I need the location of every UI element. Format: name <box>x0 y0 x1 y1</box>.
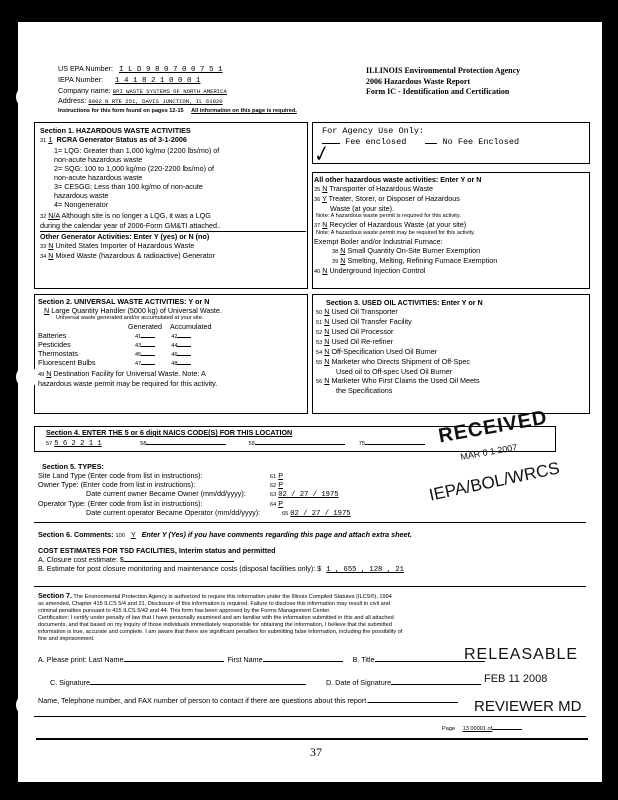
lqh-value[interactable]: N <box>44 306 50 315</box>
uw-blank[interactable] <box>177 355 191 356</box>
field-39: 39 <box>332 259 339 265</box>
field-62-value[interactable]: P <box>278 480 284 489</box>
field-37-value[interactable]: N <box>322 220 328 229</box>
uw-field: 42 <box>171 334 178 340</box>
used-oil-item <box>316 337 483 347</box>
section1-title: Section 1. HAZARDOUS WASTE ACTIVITIES <box>40 126 191 135</box>
op-date-value[interactable]: 02 / 27 / 1975 <box>290 510 351 518</box>
field-37: 37 <box>314 223 321 229</box>
uw-field: 43 <box>135 343 142 349</box>
print-name-row <box>38 655 485 664</box>
sqg-option-cont: non-acute hazardous waste <box>54 173 143 182</box>
uo-value[interactable]: N <box>324 357 330 366</box>
check-mark-icon: ✓ <box>308 141 333 169</box>
field-36-value[interactable]: Y <box>322 194 327 203</box>
field-57: 57 <box>46 441 53 447</box>
postclosure-value[interactable]: 1 , 655 , 128 , 21 <box>326 566 404 574</box>
field-32-value[interactable]: N/A <box>48 211 60 220</box>
field-39-value[interactable]: N <box>340 256 346 265</box>
field-33: 33 <box>40 244 47 250</box>
uo-label: Used Oil Processor <box>331 327 394 336</box>
form-page <box>18 22 602 782</box>
section1 <box>40 126 306 261</box>
punch-hole-top <box>16 86 38 108</box>
item56-label: Marketer Who First Claims the Used Oil Meets <box>331 376 480 385</box>
field-65: 65 <box>282 511 289 517</box>
lqh-label: Large Quantity Handler (5000 kg) of Universal Waste. <box>51 306 222 315</box>
uo-field: 50 <box>316 310 323 316</box>
small-burner-label: Small Quantity On-Site Burner Exemption <box>347 246 481 255</box>
company-name: BPI WASTE SYSTEMS OF NORTH AMERICA <box>112 88 227 95</box>
underground-label: Underground Injection Control <box>329 266 426 275</box>
uw-field: 45 <box>135 352 142 358</box>
section7-text2: as amended, Chapter 415 ILCS 5/4 and 21. Disclosure of this information is required. Failure to disclose this information may result in civil and <box>38 601 390 607</box>
tsd-label-cont: Waste (at your site). <box>330 204 395 213</box>
uo-label: Used Oil Re-refiner <box>331 337 393 346</box>
uo-label: Used Oil Transfer Facility <box>331 317 412 326</box>
owner-date-row <box>86 489 339 499</box>
nongen-option: 4= Nongenerator <box>54 200 109 209</box>
signature-label: C. Signature <box>50 678 90 687</box>
uo-label: Off-Specification Used Oil Burner <box>331 347 438 356</box>
lqg-option-cont: non-acute hazardous waste <box>54 155 143 164</box>
field-40-value[interactable]: N <box>322 266 328 275</box>
field-49-value[interactable]: N <box>46 369 52 378</box>
field-56-value[interactable]: N <box>324 376 330 385</box>
contact-field[interactable] <box>368 702 458 703</box>
section4 <box>46 428 425 449</box>
used-oil-item <box>316 357 483 367</box>
field-38-value[interactable]: N <box>340 246 346 255</box>
op-type-label: Operator Type: (Enter code from list in instructions): <box>38 499 203 508</box>
other-gen-title: Other Generator Activities: Enter Y (yes) or N (no) <box>40 231 306 241</box>
first-name-label: First Name <box>227 655 263 664</box>
section7-text6: information is true, accurate and complete. I am aware that there are significant penalties for submitting false information, including the possibility of <box>38 629 403 635</box>
releasable-stamp: RELEASABLE <box>464 646 579 663</box>
op-type-row <box>38 499 284 508</box>
company-label: Company name: <box>58 86 111 95</box>
uo-label-cont: Used oil to Off-spec Used Oil Burner <box>336 367 453 376</box>
section6 <box>38 530 412 575</box>
address: 8902 N RTE 251, DAVIS JUNCTION, IL 61020 <box>88 98 223 105</box>
title-label: B. Title <box>352 655 375 664</box>
used-oil-item <box>316 347 483 357</box>
importer-label: United States Importer of Hazardous Waste <box>55 241 195 250</box>
header-right <box>366 66 520 98</box>
uo-field: 55 <box>316 360 323 366</box>
section7-text5: documents, and that based on my inquiry of those individuals immediately responsible for obtaining the information, I believe that the submitted <box>38 622 392 628</box>
uo-value[interactable]: N <box>324 317 330 326</box>
uw-blank[interactable] <box>141 355 155 356</box>
field-60: 75 <box>358 441 365 447</box>
section7-title: Section 7. <box>38 591 72 600</box>
first-name-field[interactable] <box>263 661 343 662</box>
section7-text7: fine and imprisonment. <box>38 636 95 642</box>
page-value: 13 00001 of <box>462 726 493 732</box>
field-63: 63 <box>270 492 277 498</box>
uw-row-label: Pesticides <box>38 340 71 349</box>
punch-hole-middle <box>16 366 38 388</box>
all-info-text: All information on this page is required. <box>191 108 297 114</box>
received-date-stamp: MAR 0 1 2007 <box>459 442 518 462</box>
uo-value[interactable]: N <box>324 337 330 346</box>
naics-code[interactable]: 5 6 2 2 1 1 <box>54 440 102 448</box>
received-stamp: RECEIVED <box>436 406 550 448</box>
field-59: 59 <box>248 441 255 447</box>
agency-use <box>322 126 519 148</box>
uo-field: 54 <box>316 350 323 356</box>
field-61-value[interactable]: P <box>278 471 284 480</box>
header-left <box>58 64 227 106</box>
field-34: 34 <box>40 254 47 260</box>
uo-field: 51 <box>316 320 323 326</box>
uo-value[interactable]: N <box>324 347 330 356</box>
instructions-text: Instructions for this form found on pages 12-15 <box>58 108 184 114</box>
section5-title: Section 5. TYPES: <box>42 462 104 471</box>
destination-label: Destination Facility for Universal Waste. Note: A <box>53 369 206 378</box>
other-activities <box>314 175 497 276</box>
field-62: 62 <box>270 483 277 489</box>
uo-value[interactable]: N <box>324 327 330 336</box>
tsd-label: Treater, Storer, or Disposer of Hazardous <box>328 194 460 203</box>
uo-field: 53 <box>316 340 323 346</box>
uo-label: Used Oil Transporter <box>331 307 398 316</box>
section7-text3: criminal penalties pursuant to 415 ILCS 5/42 and 44. This form has been approved by the Forms Management Center. <box>38 608 331 614</box>
section3 <box>316 298 483 395</box>
col-accumulated: Accumulated <box>169 322 212 331</box>
mixed-waste-label: Mixed Waste (hazardous & radioactive) Generator <box>55 251 215 260</box>
sqg-option: 2= SQG: 100 to 1,000 kg/mo (220-2200 lbs/mo) of <box>54 164 215 173</box>
agency-use-title: For Agency Use Only: <box>322 126 425 136</box>
closure-value[interactable] <box>124 561 234 562</box>
field-100: 100 <box>115 533 125 539</box>
uw-field: 44 <box>171 343 178 349</box>
section7-rule <box>34 586 586 587</box>
uw-field: 41 <box>135 334 142 340</box>
uw-field: 47 <box>135 361 142 367</box>
field-32: 32 <box>40 214 47 220</box>
uo-label: Marketer who Directs Shipment of Off-Spec <box>331 357 470 366</box>
uw-row-label: Thermostats <box>38 349 78 358</box>
uw-row-label: Batteries <box>38 331 67 340</box>
no-fee-blank[interactable] <box>425 143 437 144</box>
page-label: Page <box>442 726 456 732</box>
field-31-value[interactable]: 1 <box>48 137 53 145</box>
transporter-label: Transporter of Hazardous Waste <box>329 184 434 193</box>
uw-field: 46 <box>171 352 178 358</box>
rcra-status-label: RCRA Generator Status as of 3-1-2006 <box>56 135 187 144</box>
field-31: 31 <box>40 138 47 144</box>
section6-title: Section 6. Comments: <box>38 530 114 539</box>
section3-title: Section 3. USED OIL ACTIVITIES: Enter Y or N <box>326 298 483 307</box>
used-oil-item <box>316 307 483 317</box>
uo-value[interactable]: N <box>324 307 330 316</box>
feb-date-stamp: FEB 11 2008 <box>484 673 548 685</box>
address-label: Address: <box>58 96 87 105</box>
section7 <box>38 592 586 643</box>
uw-note: Universal waste generated and/or accumulated at your site. <box>56 315 204 321</box>
used-oil-item <box>316 327 483 337</box>
field-40: 40 <box>314 269 321 275</box>
field-100-value[interactable]: Y <box>130 530 136 539</box>
smelting-label: Smelting, Melting, Refining Furnace Exemption <box>347 256 498 265</box>
field-35: 35 <box>314 187 321 193</box>
epa-number: I L D 9 8 0 7 0 0 7 5 1 <box>119 66 223 74</box>
report-name: 2006 Hazardous Waste Report <box>366 76 471 86</box>
recycler-note: Note: A hazardous waste permit may be required for this activity. <box>316 230 476 236</box>
uw-row <box>38 358 191 368</box>
contact-row <box>38 696 458 705</box>
section2 <box>38 297 222 388</box>
destination-label-cont: hazardous waste permit may be required for this activity. <box>38 379 218 388</box>
punch-hole-bottom <box>16 694 38 716</box>
page-of-blank[interactable] <box>492 729 522 730</box>
last-name-field[interactable] <box>124 661 224 662</box>
uo-field: 52 <box>316 330 323 336</box>
no-fee-label: No Fee Enclosed <box>442 137 520 147</box>
section2-title: Section 2. UNIVERSAL WASTE ACTIVITIES: Y or N <box>38 297 210 306</box>
field-38: 38 <box>332 249 339 255</box>
reviewer-stamp: REVIEWER MD <box>474 698 582 715</box>
uw-blank[interactable] <box>177 364 191 365</box>
field-61: 61 <box>270 474 277 480</box>
uw-blank[interactable] <box>177 337 191 338</box>
date-signature-field[interactable] <box>391 684 481 685</box>
col-generated: Generated <box>128 322 162 331</box>
uw-blank[interactable] <box>177 346 191 347</box>
iepa-stamp: IEPA/BOL/WRCS <box>427 458 562 505</box>
op-date-row <box>86 508 351 518</box>
section4-title: Section 4. ENTER THE 5 or 6 digit NAICS CODE(S) FOR THIS LOCATION <box>46 428 293 437</box>
field-64-value[interactable]: P <box>278 499 284 508</box>
contact-label: Name, Telephone number, and FAX number of person to contact if there are questions about this report. <box>38 696 369 705</box>
closure-label: A. Closure cost estimate: $ <box>38 555 124 564</box>
date-signature-label: D. Date of Signature <box>325 678 392 687</box>
page-number: 37 <box>310 745 322 759</box>
op-date-label: Date current operator Became Operator (mm/dd/yyyy): <box>86 508 261 517</box>
page-field <box>442 726 522 733</box>
recycler-label: Recycler of Hazardous Waste (at your site) <box>329 220 467 229</box>
field-64: 64 <box>270 502 277 508</box>
field-36: 36 <box>314 197 321 203</box>
site-land-label: Site Land Type (Enter code from list in instructions): <box>38 471 203 480</box>
comments-text: Enter Y (Yes) if you have comments regarding this page and attach extra sheet. <box>141 530 412 539</box>
instructions-line <box>58 108 297 115</box>
used-oil-item <box>316 317 483 327</box>
iepa-number-label: IEPA Number: <box>58 75 104 84</box>
cesqg-option: 3= CESGG: Less than 100 kg/mo of non-acute <box>54 182 203 191</box>
lqg-option: 1= LQG: Greater than 1,000 kg/mo (2200 lbs/mo) of <box>54 146 220 155</box>
naics-blank[interactable] <box>146 444 226 445</box>
naics-blank[interactable] <box>255 444 345 445</box>
field-49: 49 <box>38 372 45 378</box>
form-name: Form IC - Identification and Certification <box>366 87 510 96</box>
other-activities-title: All other hazardous waste activities: Enter Y or N <box>314 175 482 184</box>
uw-field: 48 <box>171 361 178 367</box>
last-name-label: A. Please print: Last Name <box>38 655 124 664</box>
signature-field[interactable] <box>90 684 306 685</box>
exempt-title: Exempt Boiler and/or Industrial Furnace: <box>314 237 443 246</box>
uw-table <box>38 331 222 367</box>
section5 <box>38 462 351 518</box>
signature-row <box>38 678 481 687</box>
field-56: 56 <box>316 379 323 385</box>
field-33-value[interactable]: N <box>48 241 54 250</box>
owner-date-label: Date current owner Became Owner (mm/dd/yyyy): <box>86 489 246 498</box>
tsd-note: Note: A hazardous waste permit is required for this activity. <box>316 213 461 219</box>
fee-enclosed-label: Fee enclosed <box>345 137 407 147</box>
section7-text4: Certification: I certify under penalty of law that I have personally examined and am familiar with the information submitted in this and all attached <box>38 615 394 621</box>
uw-blank[interactable] <box>141 337 155 338</box>
item56-label-cont: the Specifications <box>336 386 393 395</box>
cost-title: COST ESTIMATES FOR TSD FACILITIES, Interim status and permitted <box>38 546 276 555</box>
footer-rule <box>34 716 586 717</box>
owner-type-label: Owner Type: (Enter code from list in instructions): <box>38 480 196 489</box>
naics-blank[interactable] <box>365 444 425 445</box>
lqg-note: Although site is no longer a LQG, it was a LQG <box>61 211 211 220</box>
section7-text1: The Environmental Protection Agency is authorized to require this information under the Illinois Compiled Statutes (ILCS®), 1994 <box>73 594 392 600</box>
bottom-rule <box>36 738 588 740</box>
postclosure-label: B. Estimate for post closure monitoring and maintenance costs (disposal facilities only): $ <box>38 564 322 573</box>
section6-rule <box>34 522 586 523</box>
uw-blank[interactable] <box>141 364 155 365</box>
owner-date-value[interactable]: 02 / 27 / 1975 <box>278 491 339 499</box>
uw-blank[interactable] <box>141 346 155 347</box>
field-34-value[interactable]: N <box>48 251 54 260</box>
cesqg-option-cont: hazardous waste <box>54 191 109 200</box>
iepa-number: 1 4 1 8 2 1 0 0 0 1 <box>115 77 201 85</box>
field-35-value[interactable]: N <box>322 184 328 193</box>
owner-type-row <box>38 480 284 489</box>
lqg-note-cont: during the calendar year of 2006-Form GM&TI attached.. <box>40 221 221 230</box>
agency-name: ILLINOIS Environmental Protection Agency <box>366 66 521 75</box>
field-58: 58 <box>140 441 147 447</box>
uw-row-label: Fluorescent Bulbs <box>38 358 96 367</box>
site-land-row <box>38 471 284 480</box>
epa-number-label: US EPA Number: <box>58 64 113 73</box>
